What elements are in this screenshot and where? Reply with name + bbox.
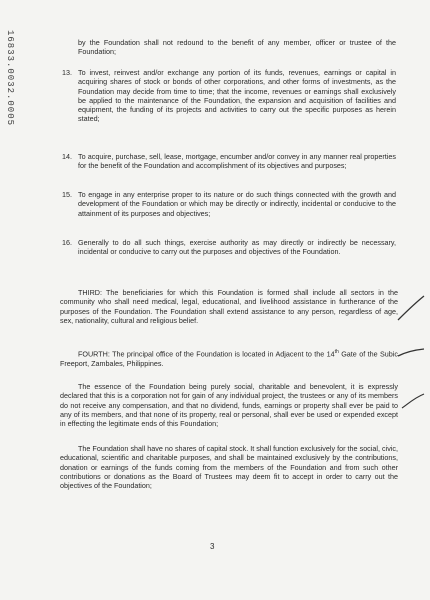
item-15-number: 15. [62, 190, 72, 199]
side-document-number: 16833.0032.0005 [5, 30, 15, 127]
pen-mark-icon [396, 294, 426, 324]
third-paragraph: THIRD: The beneficiaries for which this Foundation is formed shall include all sectors in the community who shall need medical, legal, educational, and livelihood assistance in furtherance of the purposes of the Foundation. The Foundation shall extend assistance to any person, regardless of age, sex, nationality, cultural and religious belief. [60, 288, 398, 325]
item-14-number: 14. [62, 152, 72, 161]
item-15-text: To engage in any enterprise proper to its nature or do such things connected with the growth and development of the Foundation or which may be directly or indirectly, incidental or conducive to the attainment of its purposes and objectives; [78, 190, 396, 218]
item-13-text: To invest, reinvest and/or exchange any portion of its funds, revenues, earnings or capital in acquiring shares of stock or bonds of other corporations, and other forms of investments, as the Foundation may decide from time to time; that the income, revenues or earnings shall exclusively be applied to the maintenance of the Foundation, the expansion and acquisition of facilities and equipment, the funding of its projects and activities to carry out the specific purposes as herein stated; [78, 68, 396, 124]
pen-mark-icon [396, 346, 426, 360]
pen-mark-icon [400, 392, 426, 412]
item-continuation: by the Foundation shall not redound to the benefit of any member, officer or trustee of the Foundation; [78, 38, 396, 57]
fourth-superscript: th [334, 349, 339, 355]
fourth-text-b: Gate of the Subic Freeport, Zambales, Philippines. [60, 349, 398, 368]
item-16-text: Generally to do all such things, exercise authority as may directly or indirectly be necessary, incidental or conducive to carry out the purposes and objectives of the Foundation. [78, 238, 396, 257]
item-16-number: 16. [62, 238, 72, 247]
fourth-paragraph [60, 348, 398, 368]
item-13-number: 13. [62, 68, 72, 77]
essence-paragraph: The essence of the Foundation being purely social, charitable and benevolent, it is expressly declared that this is a corporation not for gain of any individual project, the trustees or any of its members do not receive any compensation, and that no dividend, funds, earnings or property shall ever be paid to any of its members, and that none of its property, real or personal, shall ever be used or expended except in effecting the legitimate ends of this Foundation; [60, 382, 398, 429]
page-number: 3 [210, 542, 215, 551]
item-14-text: To acquire, purchase, sell, lease, mortgage, encumber and/or convey in any manner real properties for the benefit of the Foundation and accomplishment of its objectives and purposes; [78, 152, 396, 171]
fourth-text-a: FOURTH: The principal office of the Foundation is located in Adjacent to the 14 [78, 349, 335, 359]
capital-stock-paragraph: The Foundation shall have no shares of capital stock. It shall function exclusively for the social, civic, educational, scientific and charitable purposes, and shall be maintained exclusively by the contributions, donation or earnings of the funds coming from the members of the Foundation and from such other contributions or donations as the Board of Trustees may deem fit to accept in order to carry out the objectives of the Foundation; [60, 444, 398, 491]
